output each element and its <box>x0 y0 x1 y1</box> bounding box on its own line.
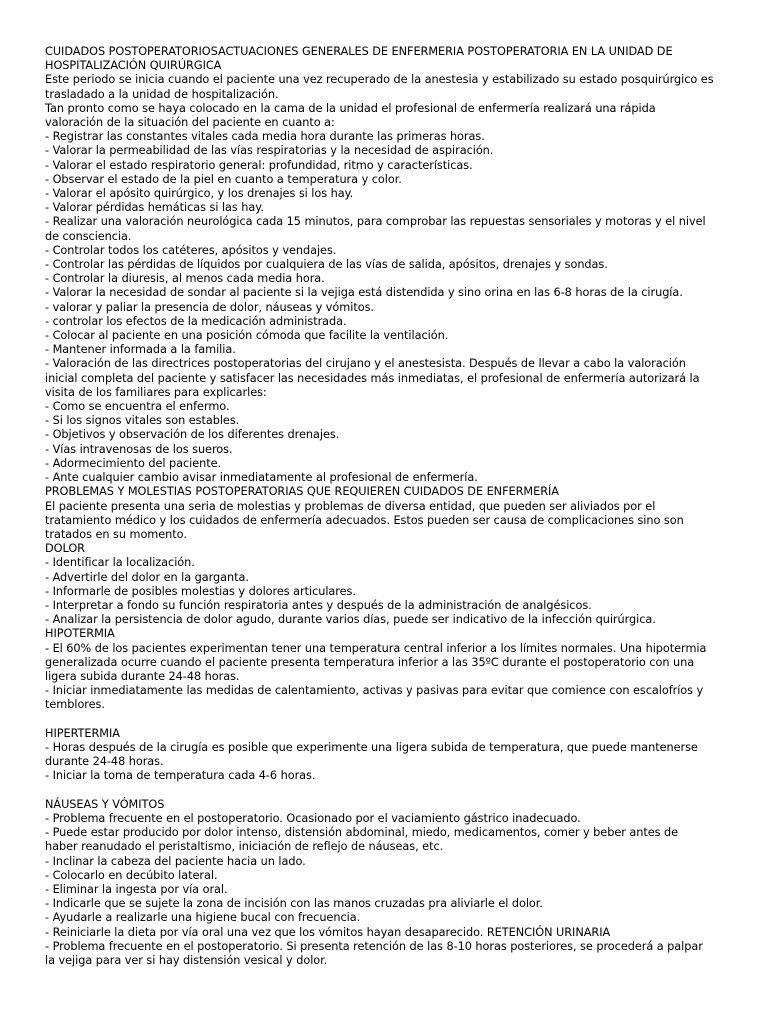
list-item: - Reiniciarle la dieta por vía oral una vez que los vómitos hayan desaparecido. RETENCIÓN URINARIA <box>45 925 611 939</box>
list-item: - Registrar las constantes vitales cada media hora durante las primeras horas. <box>45 130 485 144</box>
list-item: - Colocarlo en decúbito lateral. <box>45 868 218 882</box>
list-item: - El 60% de los pacientes experimentan tener una temperatura central inferior a los límites normales. Una hipotermia <box>45 641 707 655</box>
text-line: generalizada ocurre cuando el paciente presenta temperatura inferior a las 35ºC durante el postoperatorio con una <box>45 655 695 669</box>
section-heading: PROBLEMAS Y MOLESTIAS POSTOPERATORIAS QUE REQUIEREN CUIDADOS DE ENFERMERÍA <box>45 485 559 499</box>
list-item: - Controlar las pérdidas de líquidos por cualquiera de las vías de salida, apósitos, drenajes y sondas. <box>45 258 608 272</box>
text-line: ligera subida durante 24-48 horas. <box>45 669 240 683</box>
list-item: - Valoración de las directrices postoperatorias del cirujano y el anestesista. Después de llevar a cabo la valoración <box>45 357 686 371</box>
list-item: - Valorar la necesidad de sondar al paciente si la vejiga está distendida y sino orina en las 6-8 horas de la cirugía. <box>45 286 683 300</box>
list-item: - Ayudarle a realizarle una higiene bucal con frecuencia. <box>45 911 361 925</box>
list-item: - Si los signos vitales son estables. <box>45 414 240 428</box>
section-heading: DOLOR <box>45 542 85 556</box>
text-line: durante 24-48 horas. <box>45 755 164 769</box>
list-item: - Informarle de posibles molestias y dolores articulares. <box>45 584 356 598</box>
text-line: la vejiga para ver si hay distensión vesical y dolor. <box>45 953 328 967</box>
list-item: - Analizar la persistencia de dolor agudo, durante varios días, puede ser indicativo de la infección quirúrgica. <box>45 613 656 627</box>
list-item: - Identificar la localización. <box>45 556 195 570</box>
text-line: inicial completa del paciente y satisfacer las necesidades más inmediatas, el profesional de enfermería autorizará la <box>45 371 700 385</box>
list-item: - valorar y paliar la presencia de dolor, náuseas y vómitos. <box>45 300 374 314</box>
list-item: de consciencia. <box>45 229 132 243</box>
blank-line <box>45 713 725 727</box>
list-item: - Como se encuentra el enfermo. <box>45 400 230 414</box>
text-line: Tan pronto como se haya colocado en la cama de la unidad el profesional de enfermería realizará una rápida <box>45 101 656 115</box>
list-item: - Adormecimiento del paciente. <box>45 456 222 470</box>
heading-line-2: HOSPITALIZACIÓN QUIRÚRGICA <box>45 59 222 73</box>
list-item: - Problema frecuente en el postoperatorio. Ocasionado por el vaciamiento gástrico inadecuado. <box>45 811 581 825</box>
list-item: - Valorar la permeabilidad de las vías respiratorias y la necesidad de aspiración. <box>45 144 494 158</box>
list-item: - Objetivos y observación de los diferentes drenajes. <box>45 428 340 442</box>
text-line: El paciente presenta una seria de molestias y problemas de diversa entidad, que pueden ser aliviados por el <box>45 499 656 513</box>
document-text <box>45 45 725 968</box>
list-item: - Controlar la diuresis, al menos cada media hora. <box>45 272 325 286</box>
section-heading: HIPERTERMIA <box>45 726 120 740</box>
section-heading: HIPOTERMIA <box>45 627 115 641</box>
list-item: - Advertirle del dolor en la garganta. <box>45 570 249 584</box>
blank-line <box>45 784 725 798</box>
list-item: - Ante cualquier cambio avisar inmediatamente al profesional de enfermería. <box>45 471 478 485</box>
list-item: - Controlar todos los catéteres, apósitos y vendajes. <box>45 243 337 257</box>
list-item: - Vías intravenosas de los sueros. <box>45 442 233 456</box>
list-item: - controlar los efectos de la medicación administrada. <box>45 314 347 328</box>
text-line: tratamiento médico y los cuidados de enfermería adecuados. Estos pueden ser causa de complicaciones sino son <box>45 513 684 527</box>
list-item: - Mantener informada a la familia. <box>45 343 236 357</box>
text-line: haber reanudado el peristaltismo, iniciación de reflejo de náuseas, etc. <box>45 840 444 854</box>
list-item: - Inclinar la cabeza del paciente hacia un lado. <box>45 854 306 868</box>
list-item: - Valorar el estado respiratorio general: profundidad, ritmo y características. <box>45 158 473 172</box>
list-item: - Puede estar producido por dolor intenso, distensión abdominal, miedo, medicamentos, comer y beber antes de <box>45 826 679 840</box>
list-item: - Horas después de la cirugía es posible que experimente una ligera subida de temperatura, que puede mantenerse <box>45 740 698 754</box>
section-heading: NÁUSEAS Y VÓMITOS <box>45 797 165 811</box>
list-item: - Valorar el apósito quirúrgico, y los drenajes si los hay. <box>45 187 354 201</box>
text-line: Este periodo se inicia cuando el paciente una vez recuperado de la anestesia y estabilizado su estado posquirúrgico es <box>45 73 714 87</box>
text-line: tratados en su momento. <box>45 527 187 541</box>
list-item: - Problema frecuente en el postoperatorio. Si presenta retención de las 8-10 horas posteriores, se procederá a palpar <box>45 939 703 953</box>
list-item: - Interpretar a fondo su función respiratoria antes y después de la administración de analgésicos. <box>45 598 592 612</box>
list-item: - Iniciar la toma de temperatura cada 4-6 horas. <box>45 769 316 783</box>
text-line: valoración de la situación del paciente en cuanto a: <box>45 116 335 130</box>
list-item: - Valorar pérdidas hemáticas si las hay. <box>45 201 264 215</box>
list-item: - Eliminar la ingesta por vía oral. <box>45 882 228 896</box>
list-item: - Realizar una valoración neurológica cada 15 minutos, para comprobar las repuestas sensoriales y motoras y el nivel <box>45 215 706 229</box>
text-line: visita de los familiares para explicarles: <box>45 385 267 399</box>
list-item: - Colocar al paciente en una posición cómoda que facilite la ventilación. <box>45 329 449 343</box>
list-item: - Iniciar inmediatamente las medidas de calentamiento, activas y pasivas para evitar que comience con escalofríos y <box>45 684 704 698</box>
text-line: trasladado a la unidad de hospitalización. <box>45 87 279 101</box>
list-item: - Observar el estado de la piel en cuanto a temperatura y color. <box>45 172 402 186</box>
list-item: - Indicarle que se sujete la zona de incisión con las manos cruzadas pra aliviarle el dolor. <box>45 897 543 911</box>
heading-line-1: CUIDADOS POSTOPERATORIOSACTUACIONES GENERALES DE ENFERMERIA POSTOPERATORIA EN LA UNIDAD DE <box>45 45 673 58</box>
text-line: temblores. <box>45 698 105 712</box>
